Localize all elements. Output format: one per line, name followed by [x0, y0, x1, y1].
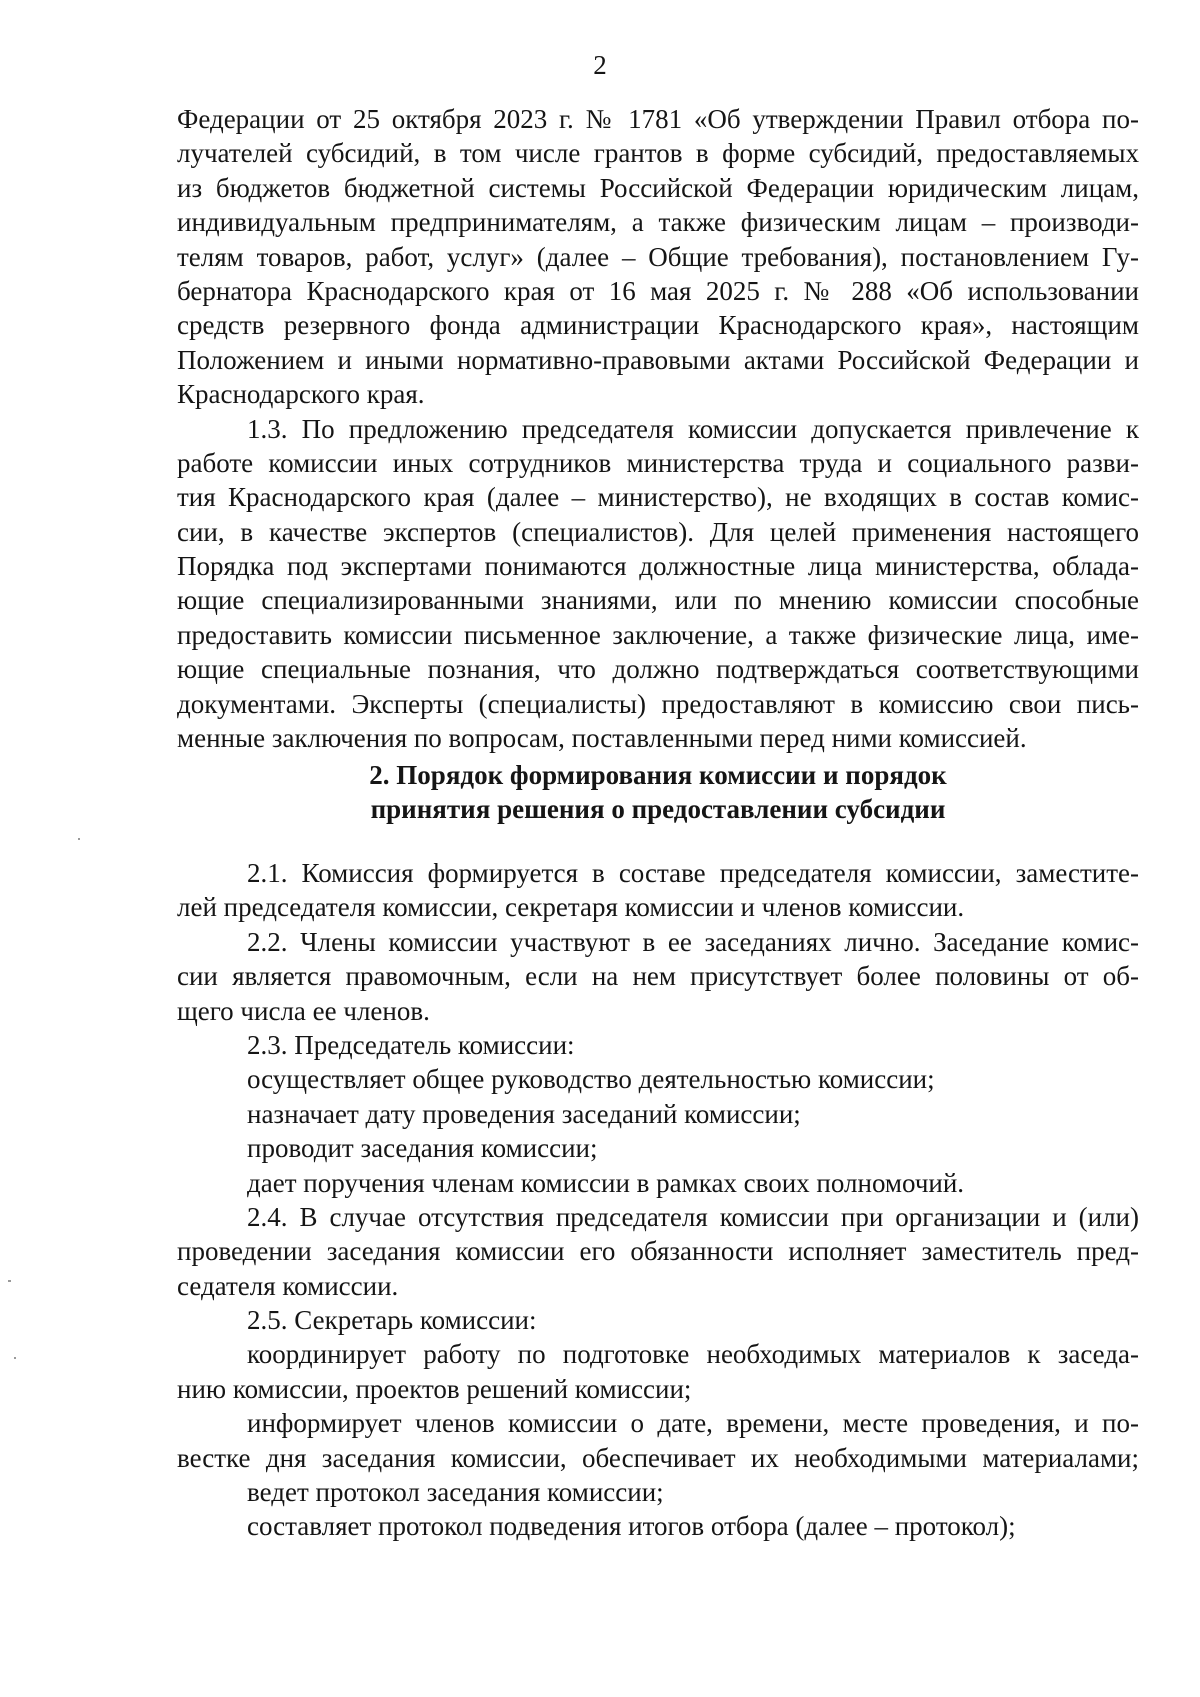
paragraph-line: сии является правомочным, если на нем присутствует более половины от об-: [177, 961, 1139, 992]
section2-heading: [177, 758, 1139, 827]
paragraph-line: ющие специальные познания, что должно подтверждаться соответствующими: [177, 654, 1139, 685]
paragraph-line: средств резервного фонда администрации Краснодарского края», настоящим: [177, 310, 1139, 341]
paragraph-line: лучателей субсидий, в том числе грантов в форме субсидий, предоставляемых: [177, 138, 1139, 169]
paragraph-line: нию комиссии, проектов решений комиссии;: [177, 1373, 692, 1404]
paragraph-line: индивидуальным предпринимателям, а также физическим лицам – производи-: [177, 207, 1139, 238]
paragraph-line: седателя комиссии.: [177, 1270, 399, 1301]
paragraph-line: 1.3. По предложению председателя комиссии допускается привлечение к: [247, 413, 1139, 444]
page-number: 2: [593, 50, 607, 80]
paragraph-line: проведении заседания комиссии его обязанности исполняет заместитель пред-: [177, 1236, 1139, 1267]
paragraph-line: 2.2. Члены комиссии участвуют в ее заседаниях лично. Заседание комис-: [247, 926, 1139, 957]
paragraph-line: 2.3. Председатель комиссии:: [247, 1029, 575, 1060]
paragraph-line: 2.5. Секретарь комиссии:: [247, 1305, 537, 1336]
paragraph-line: предоставить комиссии письменное заключение, а также физические лица, име-: [177, 619, 1139, 650]
paragraph-line: документами. Эксперты (специалисты) предоставляют в комиссию свои пись-: [177, 688, 1139, 719]
section-heading-line: принятия решения о предоставлении субсидии: [370, 794, 946, 825]
paragraph-line: Краснодарского края.: [177, 379, 425, 410]
paragraph-line: сии, в качестве экспертов (специалистов). Для целей применения настоящего: [177, 516, 1139, 547]
paragraph-line: Порядка под экспертами понимаются должностные лица министерства, облада-: [177, 551, 1139, 582]
paragraph-line: щего числа ее членов.: [177, 995, 430, 1026]
paragraph-line: лей председателя комиссии, секретаря комиссии и членов комиссии.: [177, 892, 965, 923]
paragraph-line: ведет протокол заседания комиссии;: [247, 1477, 664, 1508]
paragraph-line: телям товаров, работ, услуг» (далее – Общие требования), постановлением Гу-: [177, 241, 1139, 272]
scan-speck: [8, 1280, 11, 1282]
paragraph-line: ющие специализированными знаниями, или по мнению комиссии способные: [177, 585, 1139, 616]
paragraph-line: вестке дня заседания комиссии, обеспечивает их необходимыми материалами;: [177, 1442, 1139, 1473]
scan-speck: [14, 1357, 16, 1359]
paragraph-line: проводит заседания комиссии;: [247, 1133, 598, 1164]
scan-speck: [78, 838, 80, 840]
paragraph-line: дает поручения членам комиссии в рамках своих полномочий.: [247, 1167, 965, 1198]
paragraph-line: работе комиссии иных сотрудников министерства труда и социального разви-: [177, 447, 1139, 478]
paragraph-line: 2.4. В случае отсутствия председателя комиссии при организации и (или): [247, 1201, 1139, 1232]
paragraph-line: назначает дату проведения заседаний комиссии;: [247, 1098, 801, 1129]
section-heading-line: 2. Порядок формирования комиссии и порядок: [369, 760, 947, 790]
paragraph-line: составляет протокол подведения итогов отбора (далее – протокол);: [247, 1511, 1016, 1542]
paragraph-line: координирует работу по подготовке необходимых материалов к заседа-: [247, 1339, 1139, 1370]
paragraph-line: осуществляет общее руководство деятельностью комиссии;: [247, 1064, 935, 1095]
paragraph-line: Федерации от 25 октября 2023 г. № 1781 «Об утверждении Правил отбора по-: [177, 104, 1139, 134]
section2-body: [177, 856, 1139, 1544]
paragraph-line: менные заключения по вопросам, поставленными перед ними комиссией.: [177, 723, 1027, 754]
paragraph-line: 2.1. Комиссия формируется в составе председателя комиссии, заместите-: [247, 858, 1139, 888]
paragraph-line: из бюджетов бюджетной системы Российской Федерации юридическим лицам,: [177, 172, 1139, 203]
paragraph-line: информирует членов комиссии о дате, времени, месте проведения, и по-: [247, 1408, 1139, 1439]
paragraph-line: тия Краснодарского края (далее – министерство), не входящих в состав комис-: [177, 482, 1139, 513]
section1-body: [177, 102, 1139, 755]
paragraph-line: Положением и иными нормативно-правовыми актами Российской Федерации и: [177, 344, 1139, 375]
paragraph-line: бернатора Краснодарского края от 16 мая 2025 г. № 288 «Об использовании: [177, 275, 1139, 306]
